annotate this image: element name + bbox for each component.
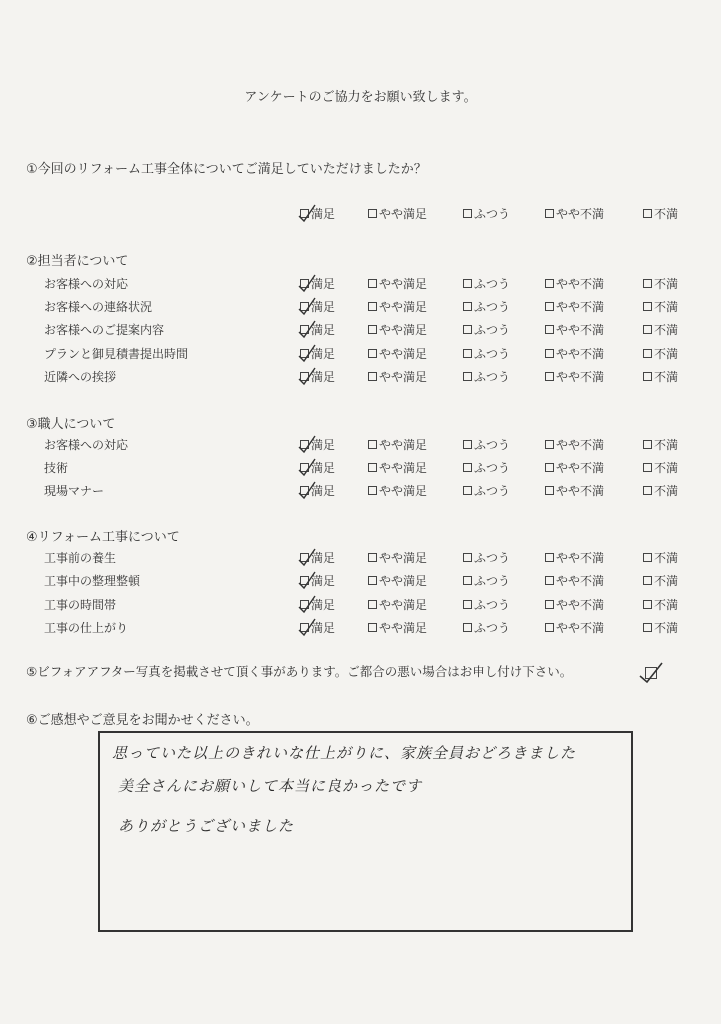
question-6: ⑥ご感想やご意見をお聞かせください。 bbox=[26, 713, 259, 728]
checkbox-icon[interactable] bbox=[545, 279, 554, 288]
option-0[interactable] bbox=[300, 275, 335, 292]
option-4[interactable] bbox=[643, 345, 678, 362]
option-2[interactable] bbox=[463, 619, 510, 636]
question-4: ④リフォーム工事について bbox=[26, 530, 180, 545]
option-3[interactable] bbox=[545, 436, 604, 453]
option-label: 満足 bbox=[311, 438, 336, 452]
option-label: やや不満 bbox=[556, 370, 605, 384]
option-0[interactable] bbox=[300, 459, 335, 476]
checkbox-icon[interactable] bbox=[643, 623, 652, 632]
option-2[interactable] bbox=[463, 549, 510, 566]
option-1[interactable] bbox=[368, 298, 427, 315]
option-label: 不満 bbox=[654, 621, 679, 635]
question-row bbox=[0, 368, 721, 388]
option-2[interactable] bbox=[463, 205, 510, 222]
option-2[interactable] bbox=[463, 321, 510, 338]
checkbox-icon[interactable] bbox=[463, 553, 472, 562]
question-row bbox=[0, 572, 721, 592]
checkbox-icon[interactable] bbox=[368, 349, 377, 358]
option-label: やや満足 bbox=[379, 300, 428, 314]
row-label: 工事中の整理整頓 bbox=[44, 574, 141, 588]
option-label: 不満 bbox=[654, 347, 679, 361]
option-label: 満足 bbox=[311, 484, 336, 498]
option-2[interactable] bbox=[463, 482, 510, 499]
check-mark-icon bbox=[298, 481, 316, 499]
option-label: やや不満 bbox=[556, 323, 605, 337]
option-2[interactable] bbox=[463, 459, 510, 476]
option-label: 満足 bbox=[311, 300, 336, 314]
checkbox-icon[interactable] bbox=[545, 440, 554, 449]
option-label: 満足 bbox=[311, 207, 336, 221]
check-mark-icon bbox=[298, 618, 316, 636]
option-label: やや不満 bbox=[556, 300, 605, 314]
option-label: 満足 bbox=[311, 347, 336, 361]
option-3[interactable] bbox=[545, 368, 604, 385]
row-label: お客様への対応 bbox=[44, 438, 129, 452]
checkbox-icon[interactable] bbox=[300, 623, 309, 632]
checkbox-icon[interactable] bbox=[463, 576, 472, 585]
option-label: ふつう bbox=[474, 370, 511, 384]
option-label: 満足 bbox=[311, 323, 336, 337]
checkbox-icon[interactable] bbox=[545, 349, 554, 358]
option-label: やや不満 bbox=[556, 461, 605, 475]
question-row bbox=[0, 298, 721, 318]
option-3[interactable] bbox=[545, 298, 604, 315]
option-4[interactable] bbox=[643, 205, 678, 222]
question-row bbox=[0, 205, 721, 225]
checkbox-icon[interactable] bbox=[368, 486, 377, 495]
option-3[interactable] bbox=[545, 205, 604, 222]
checkbox-icon[interactable] bbox=[300, 325, 309, 334]
option-2[interactable] bbox=[463, 275, 510, 292]
option-label: ふつう bbox=[474, 461, 511, 475]
checkbox-icon[interactable] bbox=[643, 553, 652, 562]
option-label: やや満足 bbox=[379, 438, 428, 452]
checkbox-icon[interactable] bbox=[463, 325, 472, 334]
checkbox-icon[interactable] bbox=[463, 486, 472, 495]
checkbox-icon[interactable] bbox=[368, 463, 377, 472]
checkbox-icon[interactable] bbox=[463, 623, 472, 632]
option-2[interactable] bbox=[463, 345, 510, 362]
check-mark-icon bbox=[298, 274, 316, 292]
option-label: やや満足 bbox=[379, 370, 428, 384]
option-label: 不満 bbox=[654, 484, 679, 498]
row-label: お客様への連絡状況 bbox=[44, 300, 153, 314]
checkbox-icon[interactable] bbox=[463, 302, 472, 311]
row-label: 現場マナー bbox=[44, 484, 105, 498]
option-3[interactable] bbox=[545, 459, 604, 476]
option-2[interactable] bbox=[463, 436, 510, 453]
question-row bbox=[0, 345, 721, 365]
option-label: やや満足 bbox=[379, 323, 428, 337]
option-1[interactable] bbox=[368, 345, 427, 362]
check-mark-icon bbox=[298, 344, 316, 362]
checkbox-icon[interactable] bbox=[545, 302, 554, 311]
checkbox-icon[interactable] bbox=[368, 325, 377, 334]
option-0[interactable] bbox=[300, 345, 335, 362]
option-3[interactable] bbox=[545, 572, 604, 589]
option-1[interactable] bbox=[368, 596, 427, 613]
check-mark-icon bbox=[298, 320, 316, 338]
option-label: 不満 bbox=[654, 551, 679, 565]
option-label: ふつう bbox=[474, 574, 511, 588]
comment-line-1: 思っていた以上のきれいな仕上がりに、家族全員おどろきました bbox=[112, 744, 577, 762]
checkbox-icon[interactable] bbox=[368, 302, 377, 311]
check-mark-icon bbox=[298, 435, 316, 453]
option-1[interactable] bbox=[368, 205, 427, 222]
option-1[interactable] bbox=[368, 321, 427, 338]
checkbox-icon[interactable] bbox=[463, 372, 472, 381]
option-2[interactable] bbox=[463, 368, 510, 385]
checkbox-icon[interactable] bbox=[300, 600, 309, 609]
option-label: 不満 bbox=[654, 277, 679, 291]
option-0[interactable] bbox=[300, 619, 335, 636]
option-0[interactable] bbox=[300, 572, 335, 589]
option-1[interactable] bbox=[368, 436, 427, 453]
option-0[interactable] bbox=[300, 436, 335, 453]
checkbox-icon[interactable] bbox=[463, 349, 472, 358]
checkbox-icon[interactable] bbox=[643, 209, 652, 218]
row-label: 工事前の養生 bbox=[44, 551, 117, 565]
checkbox-icon[interactable] bbox=[368, 600, 377, 609]
option-4[interactable] bbox=[643, 459, 678, 476]
checkbox-icon[interactable] bbox=[643, 486, 652, 495]
option-2[interactable] bbox=[463, 596, 510, 613]
checkbox-icon[interactable] bbox=[643, 576, 652, 585]
option-label: ふつう bbox=[474, 323, 511, 337]
check-mark-icon bbox=[298, 204, 316, 222]
option-label: 不満 bbox=[654, 300, 679, 314]
option-label: 不満 bbox=[654, 438, 679, 452]
option-label: ふつう bbox=[474, 598, 511, 612]
check-mark-icon bbox=[298, 458, 316, 476]
option-0[interactable] bbox=[300, 368, 335, 385]
question-row bbox=[0, 596, 721, 616]
option-0[interactable] bbox=[300, 549, 335, 566]
option-label: やや満足 bbox=[379, 347, 428, 361]
row-label: 近隣への挨拶 bbox=[44, 370, 117, 384]
option-label: ふつう bbox=[474, 300, 511, 314]
option-4[interactable] bbox=[643, 619, 678, 636]
option-label: 満足 bbox=[311, 621, 336, 635]
checkbox-icon[interactable] bbox=[368, 440, 377, 449]
option-1[interactable] bbox=[368, 368, 427, 385]
checkbox-icon[interactable] bbox=[643, 302, 652, 311]
checkbox-icon[interactable] bbox=[368, 623, 377, 632]
q5-check-mark bbox=[638, 660, 664, 686]
question-row bbox=[0, 619, 721, 639]
page-title: アンケートのご協力をお願い致します。 bbox=[244, 90, 477, 105]
option-label: ふつう bbox=[474, 551, 511, 565]
option-label: やや不満 bbox=[556, 484, 605, 498]
option-4[interactable] bbox=[643, 368, 678, 385]
option-label: ふつう bbox=[474, 484, 511, 498]
checkbox-icon[interactable] bbox=[300, 302, 309, 311]
option-label: 満足 bbox=[311, 574, 336, 588]
question-3: ③職人について bbox=[26, 417, 116, 432]
option-label: やや不満 bbox=[556, 598, 605, 612]
option-1[interactable] bbox=[368, 572, 427, 589]
option-4[interactable] bbox=[643, 482, 678, 499]
option-1[interactable] bbox=[368, 459, 427, 476]
option-label: やや不満 bbox=[556, 438, 605, 452]
question-row bbox=[0, 482, 721, 502]
checkbox-icon[interactable] bbox=[545, 623, 554, 632]
checkbox-icon[interactable] bbox=[463, 600, 472, 609]
option-2[interactable] bbox=[463, 572, 510, 589]
checkbox-icon[interactable] bbox=[300, 463, 309, 472]
option-label: やや不満 bbox=[556, 207, 605, 221]
option-4[interactable] bbox=[643, 275, 678, 292]
row-label: プランと御見積書提出時間 bbox=[44, 347, 189, 361]
checkbox-icon[interactable] bbox=[300, 576, 309, 585]
check-mark-icon bbox=[298, 297, 316, 315]
option-4[interactable] bbox=[643, 549, 678, 566]
option-label: 不満 bbox=[654, 370, 679, 384]
checkbox-icon[interactable] bbox=[300, 372, 309, 381]
checkbox-icon[interactable] bbox=[300, 486, 309, 495]
option-label: やや満足 bbox=[379, 574, 428, 588]
checkbox-icon[interactable] bbox=[643, 325, 652, 334]
checkbox-icon[interactable] bbox=[368, 553, 377, 562]
option-label: 不満 bbox=[654, 574, 679, 588]
checkbox-icon[interactable] bbox=[368, 372, 377, 381]
option-3[interactable] bbox=[545, 596, 604, 613]
row-label: お客様への対応 bbox=[44, 277, 129, 291]
question-1: ①今回のリフォーム工事全体についてご満足していただけましたか？ bbox=[26, 162, 427, 177]
checkbox-icon[interactable] bbox=[545, 372, 554, 381]
option-0[interactable] bbox=[300, 298, 335, 315]
row-label: 工事の時間帯 bbox=[44, 598, 117, 612]
option-label: やや満足 bbox=[379, 598, 428, 612]
checkbox-icon[interactable] bbox=[300, 440, 309, 449]
checkbox-icon[interactable] bbox=[463, 440, 472, 449]
checkbox-icon[interactable] bbox=[300, 553, 309, 562]
option-label: 不満 bbox=[654, 598, 679, 612]
checkbox-icon[interactable] bbox=[643, 600, 652, 609]
option-1[interactable] bbox=[368, 549, 427, 566]
option-4[interactable] bbox=[643, 436, 678, 453]
checkbox-icon[interactable] bbox=[545, 576, 554, 585]
question-row bbox=[0, 459, 721, 479]
checkbox-icon[interactable] bbox=[463, 463, 472, 472]
question-row bbox=[0, 436, 721, 456]
question-row bbox=[0, 549, 721, 569]
option-2[interactable] bbox=[463, 298, 510, 315]
checkbox-icon[interactable] bbox=[368, 576, 377, 585]
checkbox-icon[interactable] bbox=[300, 279, 309, 288]
question-2: ②担当者について bbox=[26, 254, 129, 269]
option-3[interactable] bbox=[545, 482, 604, 499]
option-label: ふつう bbox=[474, 621, 511, 635]
option-label: 満足 bbox=[311, 551, 336, 565]
option-label: 不満 bbox=[654, 323, 679, 337]
question-row bbox=[0, 321, 721, 341]
comment-line-3: ありがとうございました bbox=[118, 817, 295, 835]
option-3[interactable] bbox=[545, 345, 604, 362]
option-label: 満足 bbox=[311, 370, 336, 384]
checkbox-icon[interactable] bbox=[545, 463, 554, 472]
question-5: ⑤ビフォアアフター写真を掲載させて頂く事があります。ご都合の悪い場合はお申し付け下さい。 bbox=[26, 664, 573, 679]
option-label: やや満足 bbox=[379, 207, 428, 221]
option-4[interactable] bbox=[643, 572, 678, 589]
option-0[interactable] bbox=[300, 205, 335, 222]
option-1[interactable] bbox=[368, 482, 427, 499]
option-label: やや満足 bbox=[379, 621, 428, 635]
option-label: やや不満 bbox=[556, 574, 605, 588]
checkbox-icon[interactable] bbox=[368, 209, 377, 218]
option-3[interactable] bbox=[545, 549, 604, 566]
checkbox-icon[interactable] bbox=[300, 349, 309, 358]
check-mark-icon bbox=[298, 571, 316, 589]
checkbox-icon[interactable] bbox=[643, 279, 652, 288]
row-label: お客様へのご提案内容 bbox=[44, 323, 165, 337]
option-label: やや不満 bbox=[556, 347, 605, 361]
option-label: ふつう bbox=[474, 207, 511, 221]
question-row bbox=[0, 275, 721, 295]
checkbox-icon[interactable] bbox=[545, 600, 554, 609]
option-1[interactable] bbox=[368, 619, 427, 636]
option-1[interactable] bbox=[368, 275, 427, 292]
checkbox-icon[interactable] bbox=[545, 553, 554, 562]
row-label: 工事の仕上がり bbox=[44, 621, 129, 635]
option-0[interactable] bbox=[300, 482, 335, 499]
option-label: やや不満 bbox=[556, 551, 605, 565]
checkbox-icon[interactable] bbox=[545, 325, 554, 334]
row-label: 技術 bbox=[44, 461, 69, 475]
checkbox-icon[interactable] bbox=[300, 209, 309, 218]
checkbox-icon[interactable] bbox=[463, 209, 472, 218]
option-label: やや満足 bbox=[379, 551, 428, 565]
check-mark-icon bbox=[298, 367, 316, 385]
option-label: やや不満 bbox=[556, 277, 605, 291]
option-3[interactable] bbox=[545, 321, 604, 338]
checkbox-icon[interactable] bbox=[643, 463, 652, 472]
option-label: 満足 bbox=[311, 461, 336, 475]
checkbox-icon[interactable] bbox=[545, 486, 554, 495]
option-3[interactable] bbox=[545, 619, 604, 636]
checkbox-icon[interactable] bbox=[545, 209, 554, 218]
option-0[interactable] bbox=[300, 321, 335, 338]
comment-line-2: 美全さんにお願いして本当に良かったです bbox=[118, 777, 423, 795]
option-label: 満足 bbox=[311, 598, 336, 612]
checkbox-icon[interactable] bbox=[463, 279, 472, 288]
option-label: 不満 bbox=[654, 461, 679, 475]
option-label: やや不満 bbox=[556, 621, 605, 635]
check-mark-icon bbox=[298, 595, 316, 613]
checkbox-icon[interactable] bbox=[643, 372, 652, 381]
option-4[interactable] bbox=[643, 321, 678, 338]
option-4[interactable] bbox=[643, 298, 678, 315]
option-label: ふつう bbox=[474, 438, 511, 452]
option-label: ふつう bbox=[474, 347, 511, 361]
check-mark-icon bbox=[298, 548, 316, 566]
option-label: やや満足 bbox=[379, 277, 428, 291]
option-label: ふつう bbox=[474, 277, 511, 291]
option-label: 満足 bbox=[311, 277, 336, 291]
option-label: やや満足 bbox=[379, 461, 428, 475]
checkbox-icon[interactable] bbox=[368, 279, 377, 288]
option-0[interactable] bbox=[300, 596, 335, 613]
option-3[interactable] bbox=[545, 275, 604, 292]
checkbox-icon[interactable] bbox=[643, 349, 652, 358]
option-label: やや満足 bbox=[379, 484, 428, 498]
option-4[interactable] bbox=[643, 596, 678, 613]
option-label: 不満 bbox=[654, 207, 679, 221]
checkbox-icon[interactable] bbox=[643, 440, 652, 449]
